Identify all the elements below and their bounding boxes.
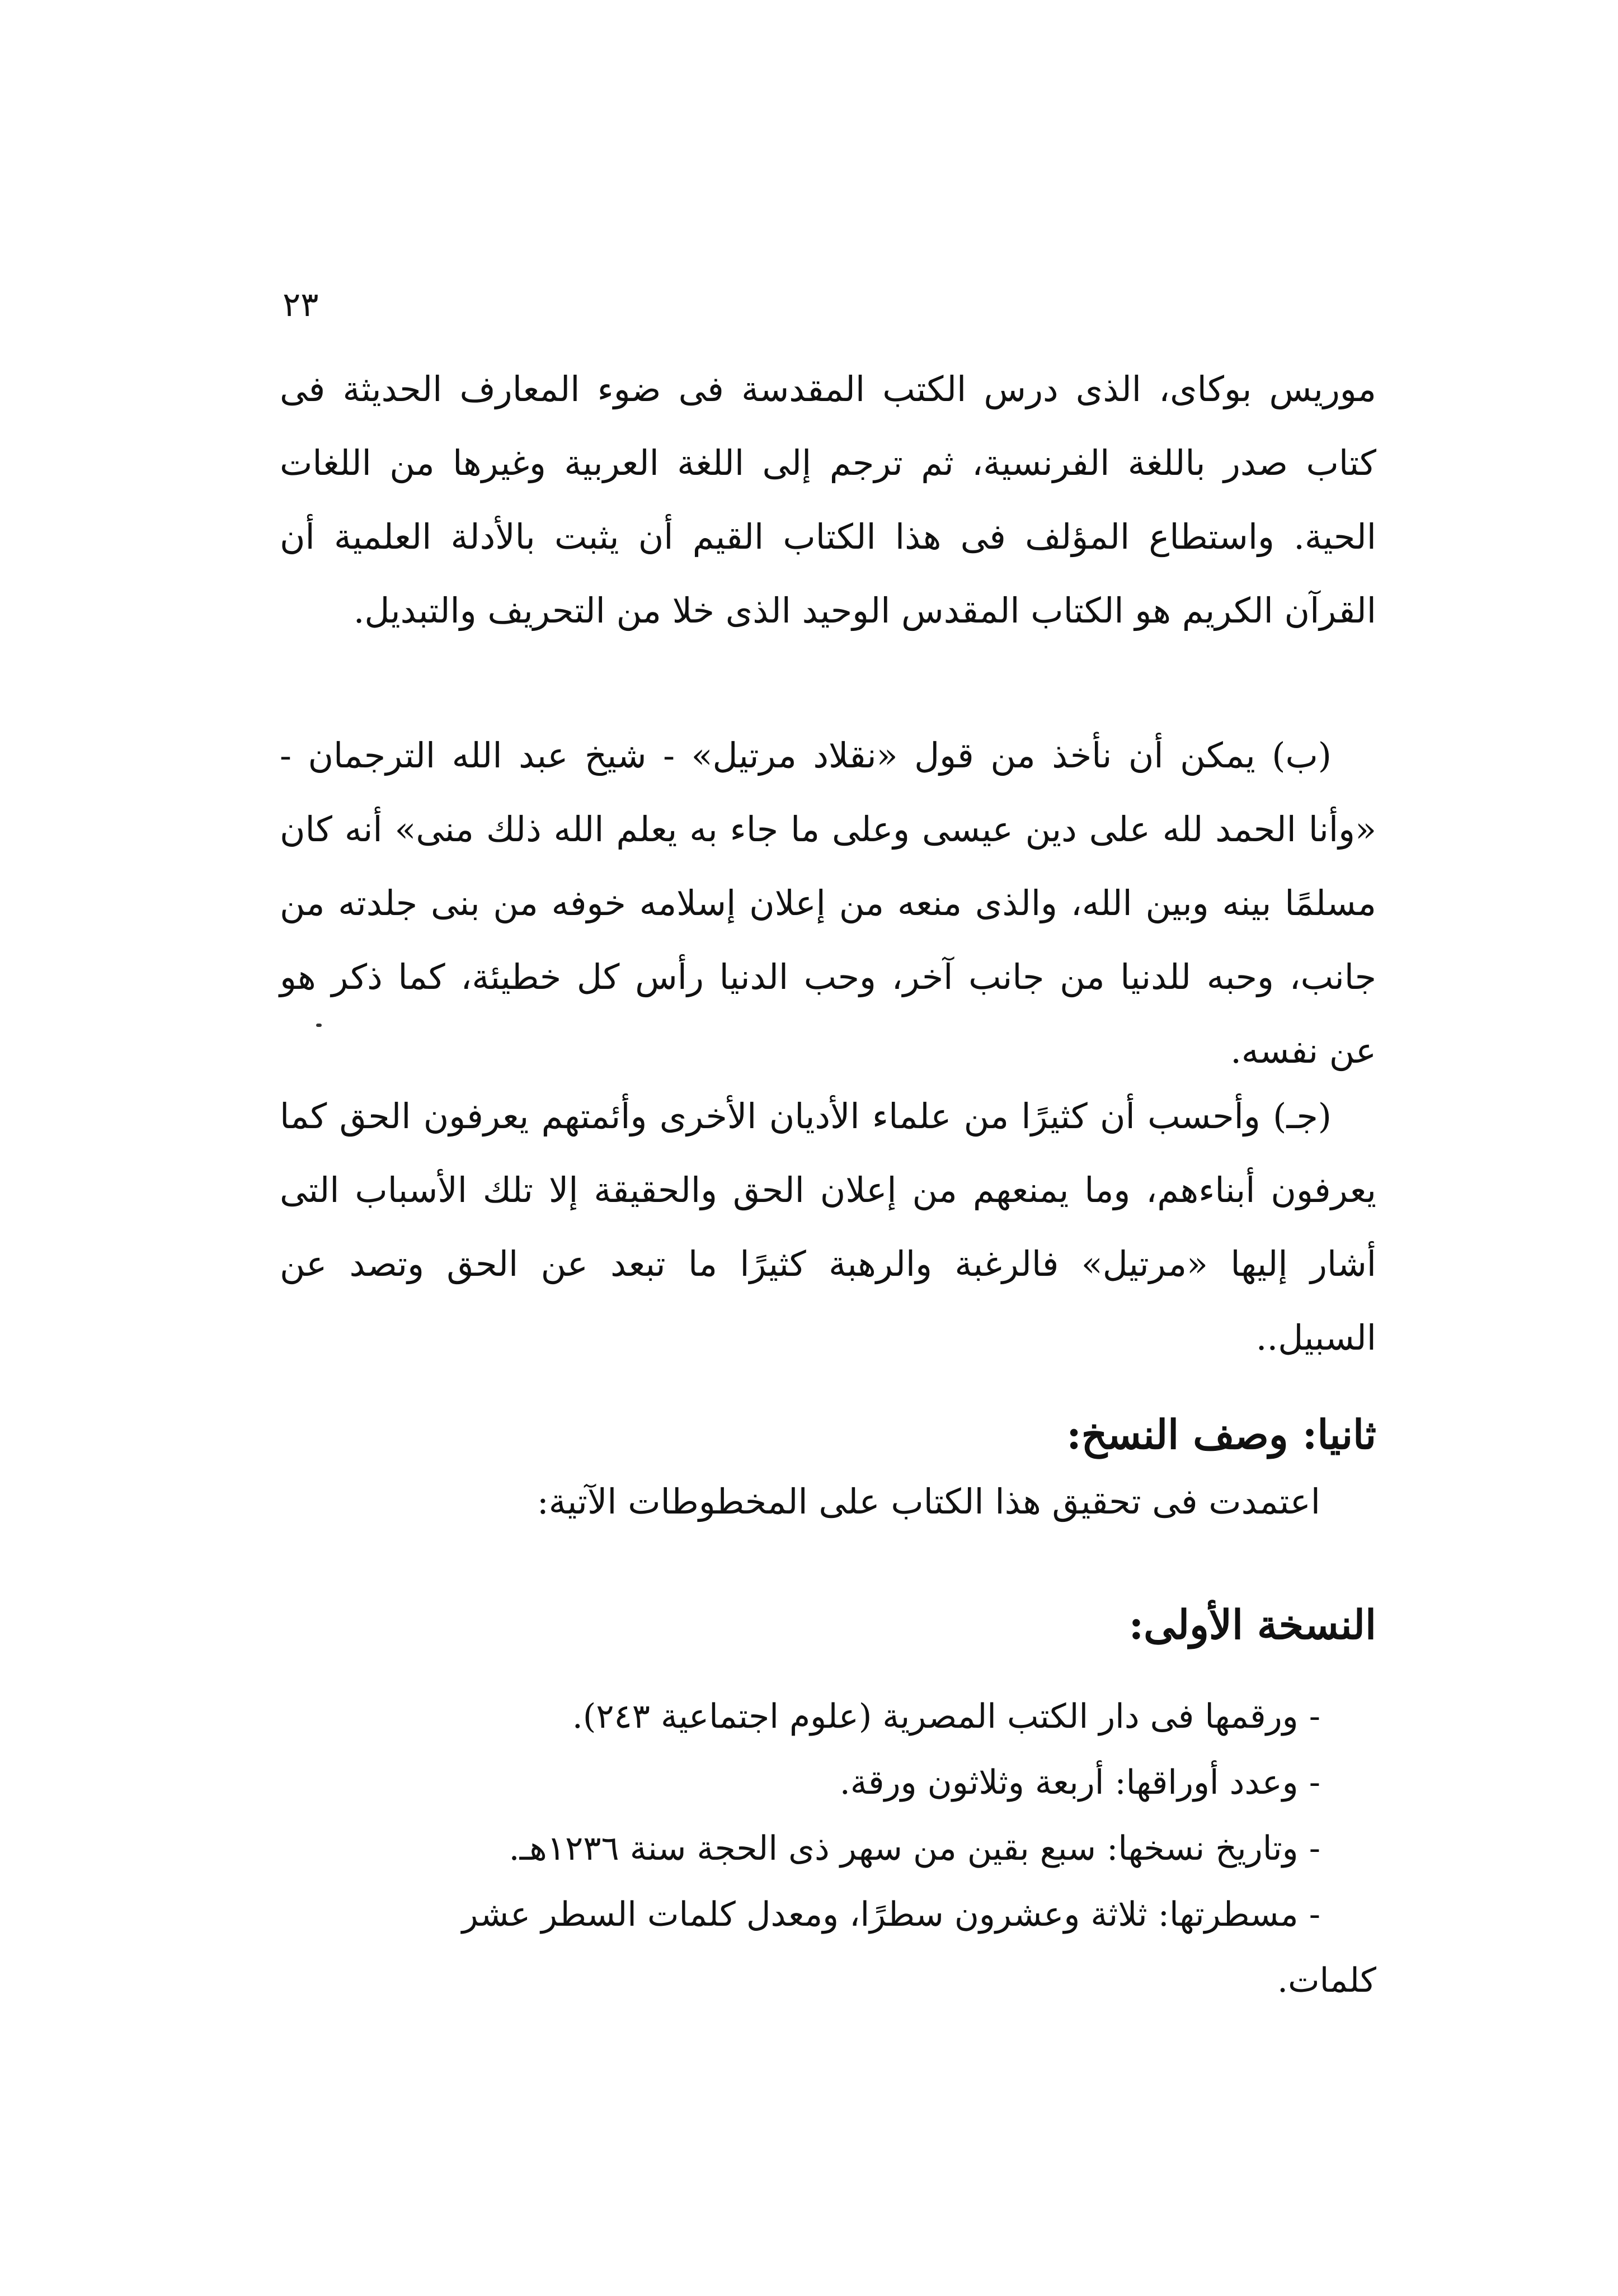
section-intro: اعتمدت فى تحقيق هذا الكتاب على المخطوطات الآتية: — [537, 1481, 1320, 1522]
paragraph-b — [280, 719, 1376, 1088]
list-item: - وعدد أوراقها: أربعة وثلاثون ورقة. — [839, 1763, 1320, 1802]
list-item: - وتاريخ نسخها: سبع بقين من سهر ذى الحجة سنة ١٢٣٦هـ. — [509, 1829, 1320, 1868]
paragraph-text: موريس بوكاى، الذى درس الكتب المقدسة فى ضوء المعارف الحديثة فى كتاب صدر باللغة الفرنسية، ثم ترجم إلى اللغة العربية وغيرها من اللغات الحية. واستطاع المؤلف فى هذا الكتاب القيم أن يثبت بالأدلة العلمية أن القرآن الكريم هو الكتاب المقدس الوحيد الذى خلا من التحريف والتبديل. — [280, 369, 1376, 631]
paragraph-bucaille — [280, 352, 1376, 648]
section-heading: ثانيا: وصف النسخ: — [1066, 1411, 1376, 1458]
paragraph-text: (ب) يمكن أن نأخذ من قول «نقلاد مرتيل» - شيخ عبد الله الترجمان - «وأنا الحمد لله على دين عيسى وعلى ما جاء به يعلم الله ذلك منى» أنه كان مسلمًا بينه وبين الله، والذى منعه من إعلان إسلامه خوفه من بنى جلدته من جانب، وحبه للدنيا من جانب آخر، وحب الدنيا رأس كل خطيئة، كما ذكر هو عن نفسه. — [280, 735, 1376, 1071]
subsection-heading: النسخة الأولى: — [1128, 1601, 1376, 1648]
print-speck — [316, 1024, 322, 1027]
manuscript-details-list — [280, 1684, 1376, 2014]
page-number: ٢٣ — [283, 285, 319, 324]
list-item-continuation: كلمات. — [1277, 1961, 1376, 2000]
list-item: - ورقمها فى دار الكتب المصرية (علوم اجتماعية ٢٤٣). — [572, 1697, 1320, 1736]
paragraph-c — [280, 1079, 1376, 1375]
list-item: - مسطرتها: ثلاثة وعشرون سطرًا، ومعدل كلمات السطر عشر — [462, 1895, 1320, 1934]
paragraph-text: (جـ) وأحسب أن كثيرًا من علماء الأديان الأخرى وأئمتهم يعرفون الحق كما يعرفون أبناءهم، وما يمنعهم من إعلان الحق والحقيقة إلا تلك الأسباب التى أشار إليها «مرتيل» فالرغبة والرهبة كثيرًا ما تبعد عن الحق وتصد عن السبيل.. — [280, 1096, 1376, 1358]
